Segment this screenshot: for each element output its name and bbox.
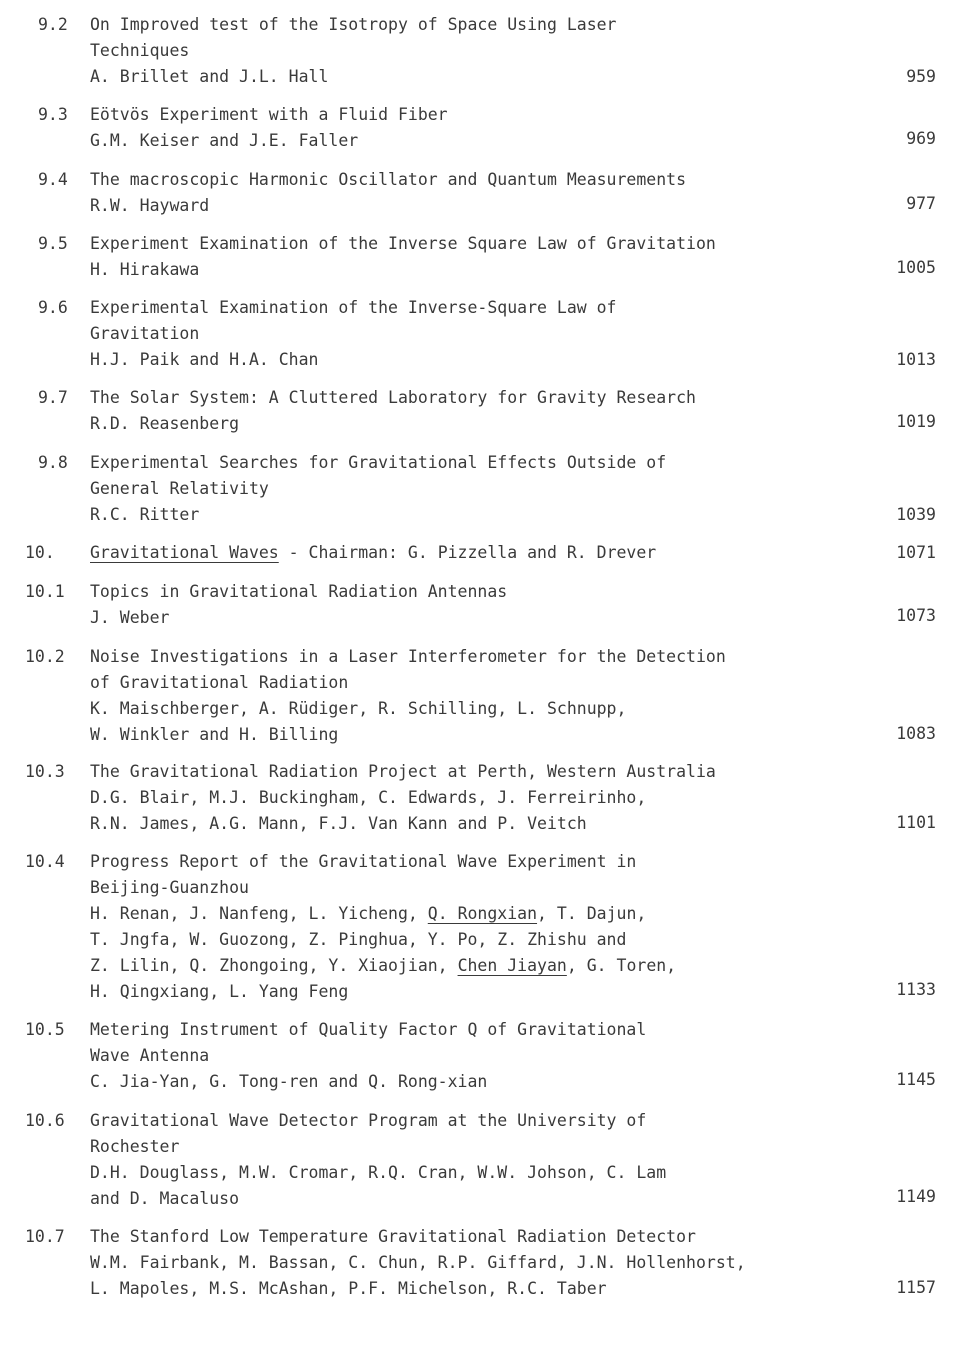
entry-authors: H. Hirakawa [90,260,200,279]
entry-authors: K. Maischberger, A. Rüdiger, R. Schilling, L. Schnupp, [90,699,627,718]
entry-body [90,759,880,837]
entry-body [90,167,880,219]
entry-body [90,1224,880,1302]
entry-body [90,644,880,748]
entry-body [90,231,880,283]
entry-page-number: 1039 [896,505,936,524]
entry-authors: J. Weber [90,608,170,627]
entry-authors: R.N. James, A.G. Mann, F.J. Van Kann and P. Veitch [90,814,587,833]
entry-number: 9.4 [38,170,68,189]
entry-title-line: General Relativity [90,479,269,498]
section-chairman: - Chairman: G. Pizzella and R. Drever [278,543,657,562]
entry-number: 10.1 [25,582,65,601]
entry-number: 10.5 [25,1020,65,1039]
entry-page-number: 969 [906,129,936,148]
entry-page-number: 1005 [896,258,936,277]
entry-title-line: Gravitation [90,324,200,343]
entry-title-line: Gravitational Wave Detector Program at the University of [90,1111,647,1130]
entry-title-line: The Stanford Low Temperature Gravitational Radiation Detector [90,1227,696,1246]
entry-title-line: The Gravitational Radiation Project at Perth, Western Australia [90,762,716,781]
entry-page-number: 1133 [896,980,936,999]
entry-number: 9.7 [38,388,68,407]
section-title: Gravitational Waves [90,543,279,562]
entry-title-line: Rochester [90,1137,180,1156]
entry-number: 9.2 [38,15,68,34]
entry-page-number: 1101 [896,813,936,832]
entry-authors: and D. Macaluso [90,1189,240,1208]
entry-authors: R.D. Reasenberg [90,414,240,433]
entry-body [90,12,880,90]
entry-title-line: Beijing-Guanzhou [90,878,249,897]
entry-number: 10.3 [25,762,65,781]
entry-title-line: Metering Instrument of Quality Factor Q of Gravitational [90,1020,647,1039]
entry-number: 9.6 [38,298,68,317]
entry-page-number: 1013 [896,350,936,369]
section-page-number: 1071 [896,543,936,562]
entry-authors: H. Renan, J. Nanfeng, L. Yicheng, Q. Rongxian, T. Dajun, [90,904,647,923]
entry-title-line: Techniques [90,41,190,60]
entry-title-line: Wave Antenna [90,1046,210,1065]
entry-page-number: 1149 [896,1187,936,1206]
section-number: 10. [25,543,55,562]
entry-title-line: The Solar System: A Cluttered Laboratory for Gravity Research [90,388,696,407]
entry-page-number: 1083 [896,724,936,743]
entry-authors: R.W. Hayward [90,196,210,215]
entry-page-number: 1157 [896,1278,936,1297]
entry-body [90,385,880,437]
entry-page-number: 977 [906,194,936,213]
entry-authors: H. Qingxiang, L. Yang Feng [90,982,349,1001]
entry-authors: C. Jia-Yan, G. Tong-ren and Q. Rong-xian [90,1072,488,1091]
entry-page-number: 959 [906,67,936,86]
entry-number: 10.2 [25,647,65,666]
entry-authors: H.J. Paik and H.A. Chan [90,350,319,369]
entry-page-number: 1019 [896,412,936,431]
entry-title-line: Experiment Examination of the Inverse Square Law of Gravitation [90,234,716,253]
entry-number: 9.5 [38,234,68,253]
entry-number: 10.7 [25,1227,65,1246]
entry-number: 10.6 [25,1111,65,1130]
entry-body [90,102,880,154]
entry-title-line: On Improved test of the Isotropy of Space Using Laser [90,15,617,34]
entry-authors: R.C. Ritter [90,505,200,524]
entry-title-line: Experimental Searches for Gravitational Effects Outside of [90,453,667,472]
entry-body [90,450,880,528]
entry-body [90,1108,880,1212]
entry-body [90,849,880,1005]
entry-authors: W.M. Fairbank, M. Bassan, C. Chun, R.P. Giffard, J.N. Hollenhorst, [90,1253,746,1272]
entry-authors: A. Brillet and J.L. Hall [90,67,329,86]
entry-authors: G.M. Keiser and J.E. Faller [90,131,359,150]
entry-title-line: The macroscopic Harmonic Oscillator and Quantum Measurements [90,170,687,189]
entry-authors: W. Winkler and H. Billing [90,725,339,744]
entry-title-line: Eötvös Experiment with a Fluid Fiber [90,105,448,124]
entry-authors: T. Jngfa, W. Guozong, Z. Pinghua, Y. Po, Z. Zhishu and [90,930,627,949]
entry-authors: L. Mapoles, M.S. McAshan, P.F. Michelson, R.C. Taber [90,1279,607,1298]
section-heading [90,540,880,566]
entry-title-line: Topics in Gravitational Radiation Antennas [90,582,508,601]
entry-number: 9.3 [38,105,68,124]
entry-title-line: Experimental Examination of the Inverse-Square Law of [90,298,617,317]
entry-number: 10.4 [25,852,65,871]
entry-body [90,1017,880,1095]
underlined-author: Chen Jiayan [457,956,567,975]
entry-title-line: of Gravitational Radiation [90,673,349,692]
entry-body [90,579,880,631]
entry-authors: Z. Lilin, Q. Zhongoing, Y. Xiaojian, Chen Jiayan, G. Toren, [90,956,677,975]
entry-body [90,295,880,373]
entry-authors: D.G. Blair, M.J. Buckingham, C. Edwards, J. Ferreirinho, [90,788,647,807]
entry-title-line: Noise Investigations in a Laser Interferometer for the Detection [90,647,726,666]
entry-title-line: Progress Report of the Gravitational Wave Experiment in [90,852,637,871]
entry-number: 9.8 [38,453,68,472]
entry-page-number: 1073 [896,606,936,625]
underlined-author: Q. Rongxian [427,904,538,923]
entry-authors: D.H. Douglass, M.W. Cromar, R.Q. Cran, W.W. Johson, C. Lam [90,1163,667,1182]
entry-page-number: 1145 [896,1070,936,1089]
